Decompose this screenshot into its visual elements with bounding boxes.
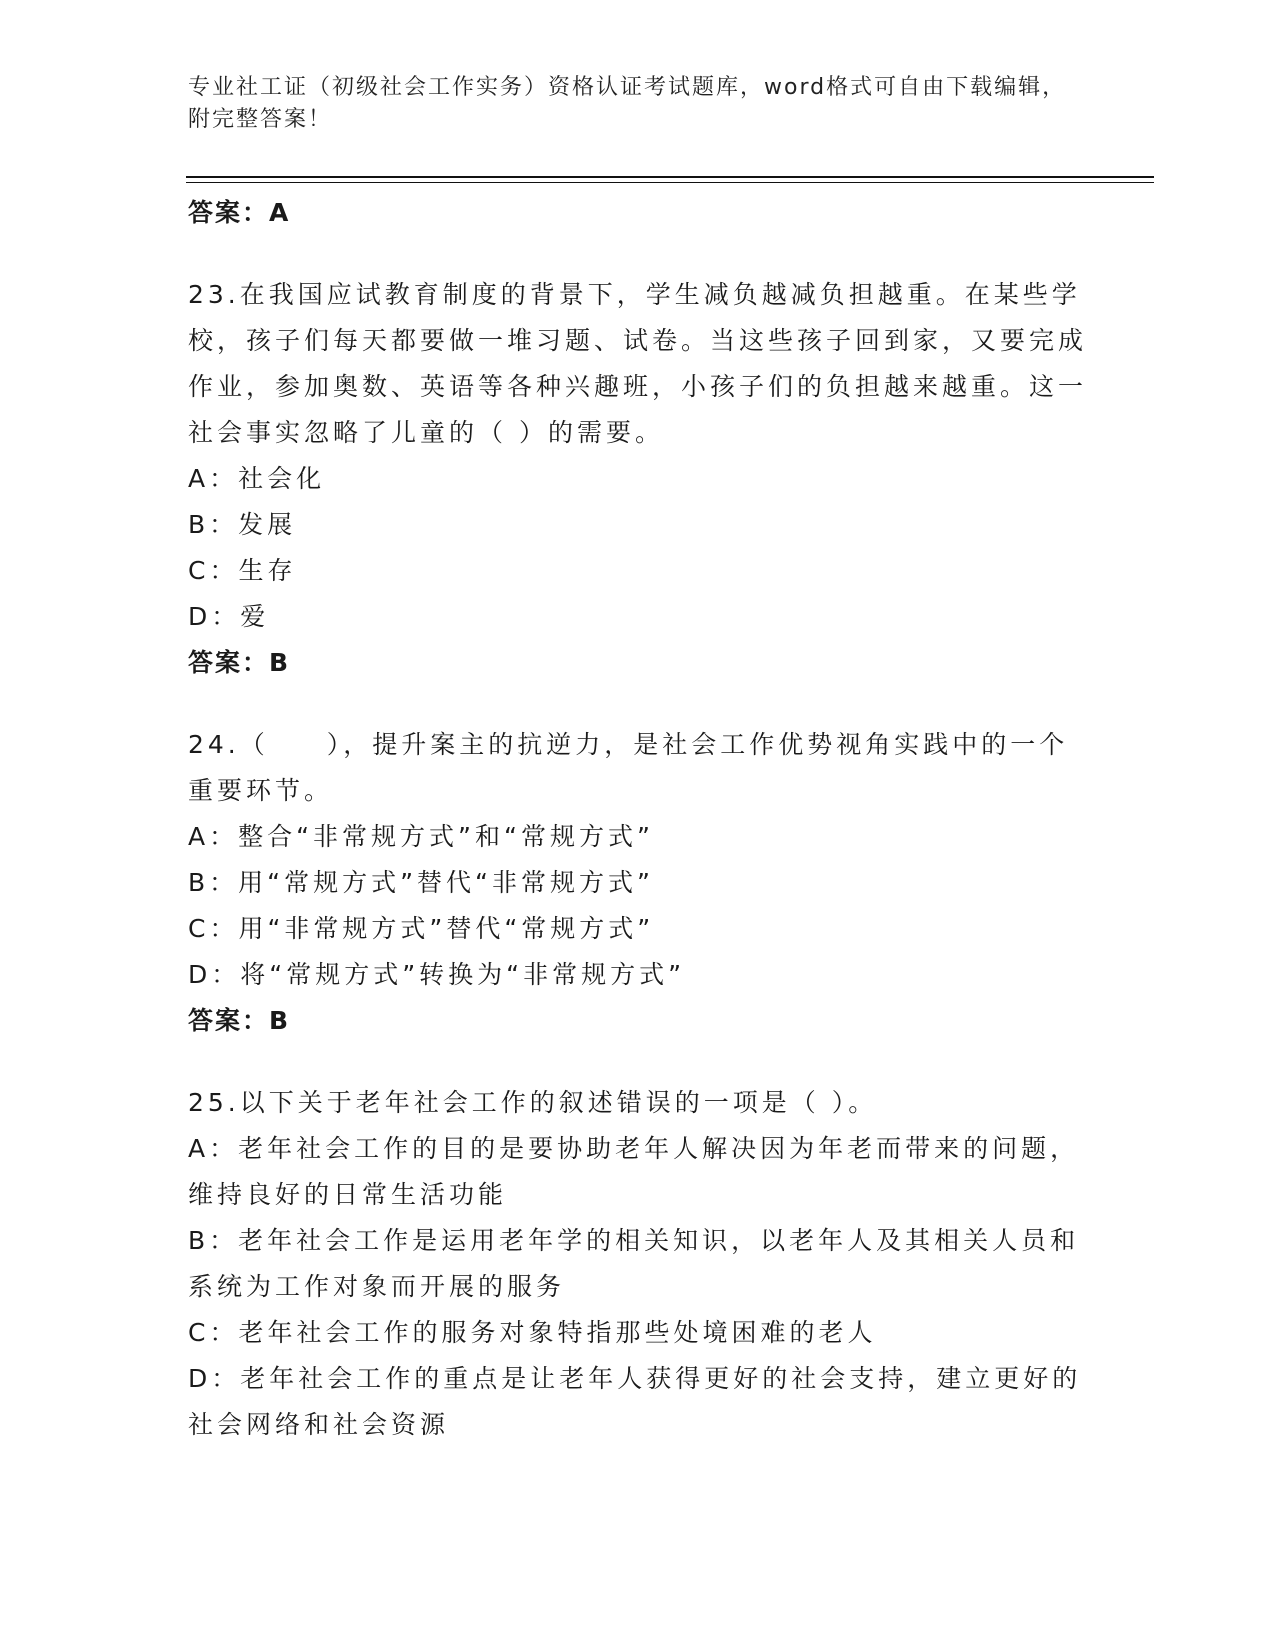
question-content [188,190,1088,1448]
option-b: B：老年社会工作是运用老年学的相关知识，以老年人及其相关人员和系统为工作对象而开展的服务 [188,1226,1080,1301]
option-a: A：社会化 [188,464,326,493]
question-stem: 23.在我国应试教育制度的背景下，学生减负越减负担越重。在某些学校，孩子们每天都要做一堆习题、试卷。当这些孩子回到家，又要完成作业，参加奥数、英语等各种兴趣班，小孩子们的负担越来越重。这一社会事实忽略了儿童的（ ）的需要。 [188,280,1088,447]
option-d: D：爱 [188,602,270,631]
option-a: A：老年社会工作的目的是要协助老年人解决因为年老而带来的问题，维持良好的日常生活功能 [188,1134,1080,1209]
option-a: A：整合“非常规方式”和“常规方式” [188,822,654,851]
page-header: 专业社工证（初级社会工作实务）资格认证考试题库，word格式可自由下载编辑，附完整答案！ [188,75,1067,132]
question-25 [188,1080,1088,1448]
option-b: B：用“常规方式”替代“非常规方式” [188,868,654,897]
option-d: D：老年社会工作的重点是让老年人获得更好的社会支持，建立更好的社会网络和社会资源 [188,1364,1082,1439]
question-23 [188,272,1088,686]
question-24 [188,722,1088,1044]
previous-answer: 答案：A [188,198,291,227]
option-c: C：用“非常规方式”替代“常规方式” [188,914,655,943]
option-b: B：发展 [188,510,297,539]
header-rule-thin [186,182,1154,183]
question-answer: 答案：B [188,648,291,677]
option-c: C：生存 [188,556,297,585]
header-rule-thick [186,176,1154,178]
question-stem: 25.以下关于老年社会工作的叙述错误的一项是（ ）。 [188,1088,878,1117]
option-c: C：老年社会工作的服务对象特指那些处境困难的老人 [188,1318,877,1347]
question-answer: 答案：B [188,1006,291,1035]
question-stem: 24.（ ），提升案主的抗逆力，是社会工作优势视角实践中的一个重要环节。 [188,730,1069,805]
option-d: D：将“常规方式”转换为“非常规方式” [188,960,686,989]
